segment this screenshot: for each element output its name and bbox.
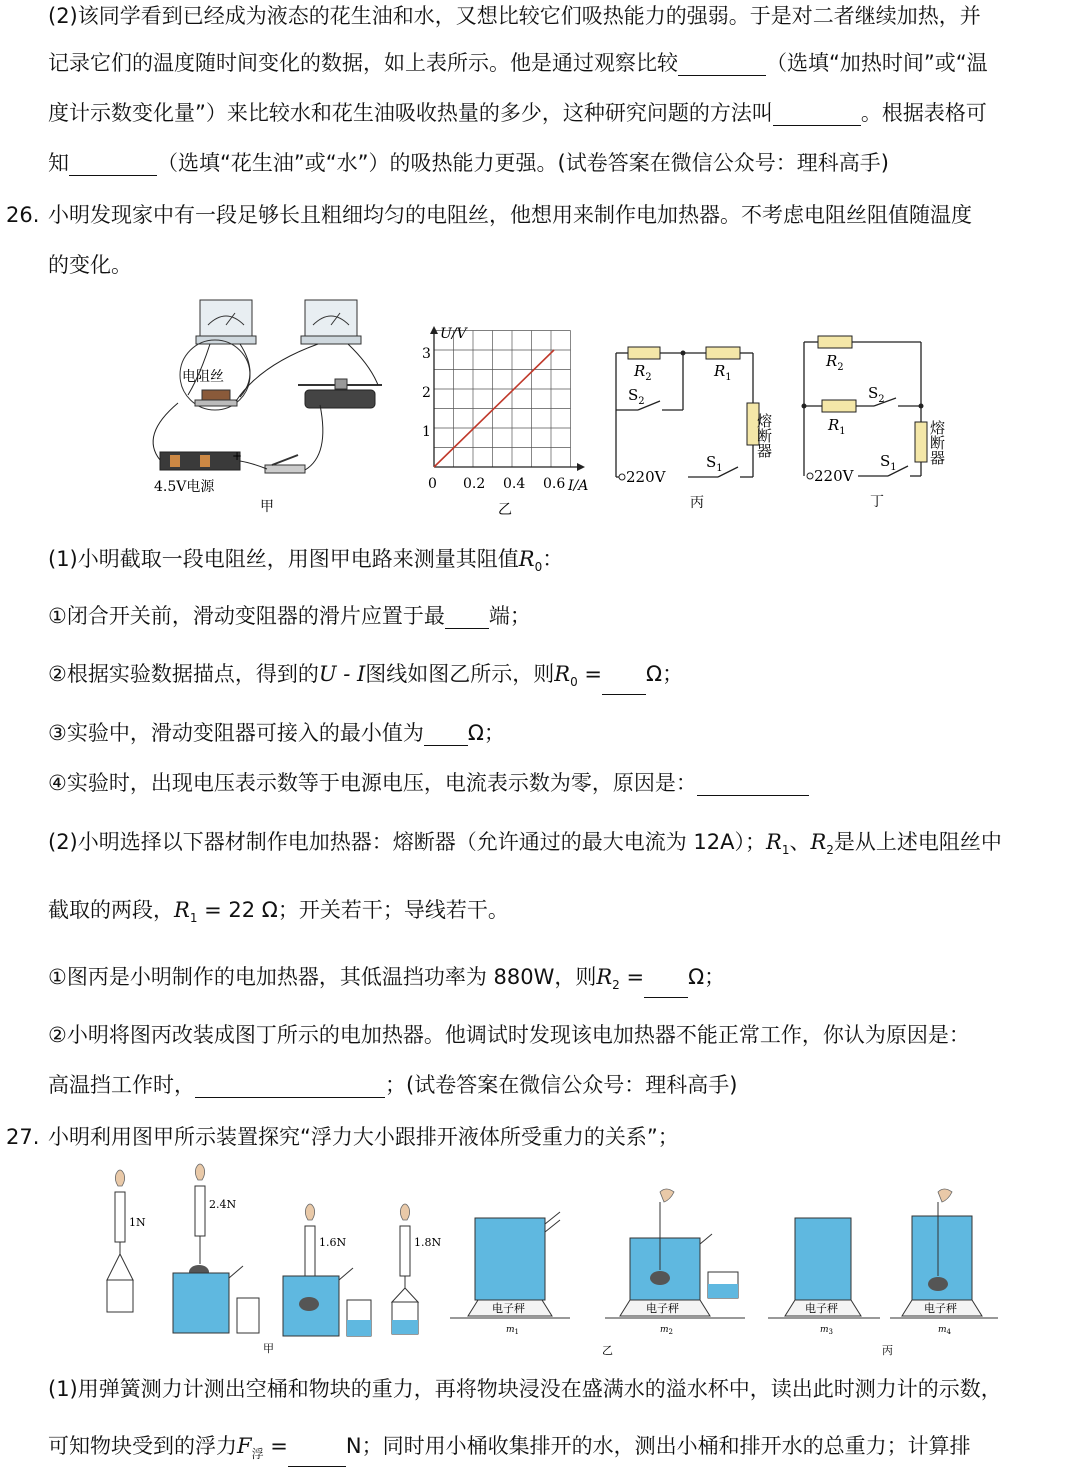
switch-icon (265, 465, 305, 473)
answer-blank-method[interactable] (773, 103, 861, 126)
q26-task1-eq: = (619, 965, 645, 989)
answer-blank-buoyancy[interactable] (288, 1444, 346, 1467)
resistor-r2-icon (818, 336, 852, 348)
x-tick-0-6: 0.6 (543, 476, 566, 492)
svg-text:S2: $S_2$ (628, 386, 645, 407)
force-reading-2: 2.4N (209, 1198, 237, 1211)
q26-step2 (48, 661, 683, 695)
resistor-r2-icon (628, 347, 660, 359)
q26-step4-text: ④实验时，出现电压表示数等于电源电压，电流表示数为零，原因是： (48, 771, 697, 795)
scale-label-3: 电子秤 (805, 1302, 838, 1315)
x-axis-label: I/A (568, 478, 589, 494)
caption-27-yi: 乙 (602, 1344, 613, 1357)
x-tick-0-2: 0.2 (463, 476, 486, 492)
figure-bing-circuit (608, 335, 793, 515)
x-tick-0: 0 (428, 476, 437, 492)
var-r1: R (766, 830, 782, 854)
rheostat-icon (305, 390, 375, 408)
q26-part2-line2-tail: = 22 Ω；开关若干；导线若干。 (197, 898, 509, 922)
q26-intro1: 小明发现家中有一段足够长且粗细均匀的电阻丝，他想用来制作电加热器。不考虑电阻丝阻值随温度 (48, 203, 972, 227)
var-r2-b-sub: 2 (612, 978, 620, 993)
svg-text:m1: $m_1$ (506, 1325, 520, 1336)
q26-step2-mid: 图线如图乙所示，则 (365, 662, 555, 686)
answer-blank-r2[interactable] (644, 975, 688, 998)
answer-blank-min-rheostat[interactable] (424, 723, 468, 746)
var-r2-sub: 2 (826, 843, 834, 858)
q25-line2 (48, 50, 988, 76)
var-r-sub: 0 (534, 560, 543, 575)
ammeter-icon (305, 300, 357, 336)
q25-line3-tail: 。根据表格可 (860, 101, 987, 125)
q26-task1 (48, 964, 725, 998)
voltage-label-ding: 220V (814, 467, 854, 485)
q26-step4 (48, 770, 809, 796)
var-f-buoyancy-sub: 浮 (251, 1447, 264, 1462)
answer-blank-r0[interactable] (602, 672, 646, 695)
q26-part2-line2-text: 截取的两段， (48, 898, 174, 922)
force-reading-3: 1.6N (319, 1236, 347, 1249)
q25-line2-option: （选填“加热时间”或“温 (766, 51, 988, 75)
answer-blank-stronger[interactable] (69, 153, 157, 176)
q26-part2-line2 (48, 897, 509, 931)
scale-label-4: 电子秤 (924, 1302, 957, 1315)
q26-step2-eq: = (577, 662, 603, 686)
var-r0: R (554, 662, 571, 686)
figure-ding-circuit (796, 330, 986, 515)
scale-label-2: 电子秤 (646, 1302, 679, 1315)
svg-text:R2: $R_2$ (826, 352, 844, 373)
q26-task1-unit: Ω； (688, 965, 726, 989)
svg-text:R2: $R_2$ (634, 362, 652, 383)
q26-intro2: 的变化。 (48, 253, 132, 277)
label-power-source: 4.5V电源 (154, 479, 215, 495)
q26-part2 (48, 829, 1002, 863)
var-f-buoyancy: F (237, 1434, 252, 1458)
q26-task3-text: 高温挡工作时， (48, 1073, 195, 1097)
q26-step3-text: ③实验中，滑动变阻器可接入的最小值为 (48, 721, 424, 745)
svg-text:m2: $m_2$ (660, 1325, 674, 1336)
voltage-label-bing: 220V (626, 468, 666, 486)
overflow-cup-icon (173, 1273, 229, 1333)
q27-intro: 小明利用图甲所示装置探究“浮力大小跟排开液体所受重力的关系”； (48, 1125, 679, 1149)
q27-part1-line2 (48, 1433, 971, 1467)
caption-jia: 甲 (260, 499, 274, 515)
q26-part2-text: (2)小明选择以下器材制作电加热器：熔断器（允许通过的最大电流为 12A）； (48, 830, 767, 854)
q26-part1-colon: ： (542, 547, 564, 571)
q26-step1-tail: 端； (488, 604, 531, 628)
q26-step3-unit: Ω； (467, 721, 505, 745)
y-tick-2: 2 (422, 385, 431, 401)
svg-text:R1: $R_1$ (714, 362, 732, 383)
svg-text:R1: $R_1$ (828, 416, 846, 437)
var-r1-b: R (174, 898, 190, 922)
q27-part1: (1)用弹簧测力计测出空桶和物块的重力，再将物块浸没在盛满水的溢水杯中，读出此时测力计的示数， (48, 1377, 1002, 1401)
empty-bucket-icon (107, 1280, 133, 1312)
svg-text:S1: $S_1$ (706, 453, 723, 474)
q26-task3-tail: ；(试卷答案在微信公众号：理科高手) (385, 1073, 738, 1097)
mass-m2: m (660, 1325, 669, 1335)
answer-blank-observe[interactable] (678, 53, 766, 76)
fuse-label-ding: 熔断器 (928, 420, 946, 465)
fuse-label-bing: 熔断器 (755, 413, 773, 458)
q26-step2-text: ②根据实验数据描点，得到的 (48, 662, 319, 686)
var-r: R (518, 547, 535, 571)
mass-m1: m (506, 1325, 515, 1335)
question-number-27: 27. (6, 1125, 40, 1149)
q25-line4 (48, 150, 889, 176)
force-reading-4: 1.8N (414, 1236, 442, 1249)
resistor-r1-icon (822, 400, 856, 412)
q26-task3 (48, 1072, 737, 1098)
y-tick-3: 3 (422, 346, 431, 362)
answer-blank-reason[interactable] (697, 773, 809, 796)
figure-27-jia (95, 1168, 442, 1358)
x-tick-0-4: 0.4 (503, 476, 526, 492)
q27-part1-tail: N；同时用小桶收集排开的水，测出小桶和排开水的总重力；计算排 (345, 1434, 971, 1458)
figure-jia-apparatus (140, 295, 400, 520)
var-r2-b: R (596, 965, 613, 989)
voltmeter-icon (200, 300, 252, 336)
q26-step1-text: ①闭合开关前，滑动变阻器的滑片应置于最 (48, 604, 445, 628)
var-r2: R (810, 830, 827, 854)
svg-text:S2: $S_2$ (868, 384, 885, 405)
fuse-icon (915, 422, 927, 462)
label-resistance-wire: 电阻丝 (182, 369, 224, 385)
question-number-26: 26. (6, 203, 40, 227)
var-ui: U - I (318, 662, 366, 686)
q25-line1: (2)该同学看到已经成为液态的花生油和水，又想比较它们吸热能力的强弱。于是对二者继续加热，并 (48, 4, 981, 28)
answer-blank-slider-end[interactable] (445, 606, 489, 629)
q26-step1 (48, 603, 531, 629)
q25-line4-text: 知 (48, 151, 69, 175)
caption-bing: 丙 (690, 495, 704, 511)
figure-27-yi-bing (450, 1188, 1005, 1358)
figure-yi-ui-graph (410, 322, 600, 517)
q25-line3 (48, 100, 987, 126)
caption-yi: 乙 (498, 502, 512, 518)
caption-27-jia: 甲 (263, 1342, 274, 1355)
q27-part1-eq: = (263, 1434, 288, 1458)
q26-part1 (48, 546, 563, 580)
caption-27-bing: 丙 (882, 1344, 893, 1357)
q25-line3-text: 度计示数变化量”）来比较水和花生油吸收热量的多少，这种研究问题的方法叫 (48, 101, 773, 125)
svg-text:+: + (232, 449, 243, 463)
q26-part2-tail: 是从上述电阻丝中 (833, 830, 1002, 854)
q27-part1-line2-text: 可知物块受到的浮力 (48, 1434, 237, 1458)
q26-step2-unit: Ω； (646, 662, 684, 686)
force-reading-1: 1N (129, 1216, 146, 1229)
y-tick-1: 1 (422, 424, 431, 440)
svg-text:m4: $m_4$ (938, 1325, 952, 1336)
y-axis-label: U/V (440, 326, 467, 342)
mass-m4: m (938, 1325, 947, 1335)
caption-ding: 丁 (870, 494, 884, 510)
q26-part1-text: (1)小明截取一段电阻丝，用图甲电路来测量其阻值 (48, 547, 519, 571)
mass-m3: m (820, 1325, 829, 1335)
var-r1-b-sub: 1 (189, 911, 198, 926)
q26-task2: ②小明将图丙改装成图丁所示的电加热器。他调试时发现该电加热器不能正常工作，你认为原因是： (48, 1023, 970, 1047)
q25-line2-text: 记录它们的温度随时间变化的数据，如上表所示。他是通过观察比较 (48, 51, 678, 75)
q26-part2-sep: 、 (789, 830, 811, 854)
svg-text:S1: $S_1$ (880, 452, 897, 473)
q25-line4-option: （选填“花生油”或“水”）的吸热能力更强。(试卷答案在微信公众号：理科高手) (157, 151, 889, 175)
resistor-r1-icon (706, 347, 740, 359)
scale-label-1: 电子秤 (492, 1302, 525, 1315)
svg-text:m3: $m_3$ (820, 1325, 834, 1336)
var-r0-sub: 0 (570, 675, 578, 690)
q26-task1-text: ①图丙是小明制作的电加热器，其低温挡功率为 880W，则 (48, 965, 597, 989)
answer-blank-high-temp[interactable] (195, 1075, 385, 1098)
var-r1-sub: 1 (781, 843, 790, 858)
q26-step3 (48, 720, 505, 746)
